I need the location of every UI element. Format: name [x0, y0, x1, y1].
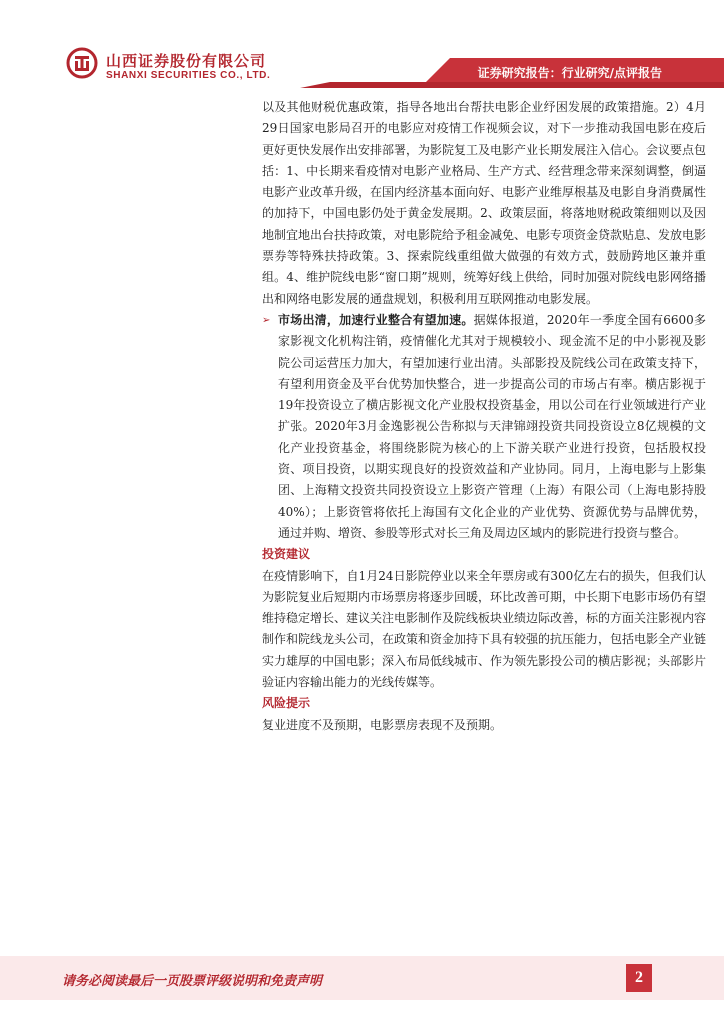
investment-advice-text: 在疫情影响下，自1月24日影院停业以来全年票房或有300亿左右的损失，但我们认为影院复业后短期内市场票房将逐步回暖，环比改善可期，中长期下电影市场仍有望维持稳定增长、建议关注电影制作及院线板块业绩边际改善，标的方面关注影视内容制作和院线龙头公司，在政策和资金加持下具有较强的抗压能力，包括电影全产业链实力雄厚的中国电影；深入布局低线城市、作为领先影投公司的横店影视；头部影片验证内容输出能力的光线传媒等。: [262, 568, 707, 690]
shanxi-securities-logo-icon: [66, 47, 98, 79]
company-name-cn: 山西证券股份有限公司: [106, 52, 267, 70]
bullet-lead: 市场出清，加速行业整合有望加速。: [278, 312, 474, 327]
risk-warning-text: 复业进度不及预期，电影票房表现不及预期。: [262, 717, 503, 732]
page-header: [0, 0, 724, 92]
risk-warning-title: 风险提示: [262, 696, 311, 711]
report-type-label: 证券研究报告：行业研究/点评报告: [477, 66, 662, 80]
page-footer: [0, 956, 724, 1000]
policy-paragraph: 以及其他财税优惠政策，指导各地出台帮扶电影企业纾困发展的政策措施。2）4月29日国家电影局召开的电影应对疫情工作视频会议，对下一步推动我国电影在疫后更好更快发展作出安排部署，为影院复工及电影产业长期发展注入信心。会议要点包括：1、中长期来看疫情对电影产业格局、生产方式、经营理念带来深刻调整，倒逼电影产业改革升级，在国内经济基本面向好、电影产业维厚根基及电影自身消费属性的加持下，中国电影仍处于黄金发展期。2、政策层面，将落地财税政策细则以及因地制宜地出台扶持政策，对电影院给予租金减免、电影专项资金贷款贴息、发放电影票券等特殊扶持政策。3、探索院线重组做大做强的有效方式，鼓励跨地区兼并重组。4、维护院线电影“窗口期”规则，统筹好线上供给，同时加强对院线电影网络播出和网络电影发展的通盘规划，积极利用互联网推动电影发展。: [262, 100, 707, 306]
investment-advice-title: 投资建议: [262, 547, 311, 562]
page-number: 2: [626, 964, 652, 992]
market-bullet: [262, 310, 706, 544]
report-body: [262, 97, 706, 736]
company-name-en: SHANXI SECURITIES CO., LTD.: [106, 70, 271, 81]
arrow-bullet-icon: ➢: [262, 314, 271, 326]
disclaimer-text: 请务必阅读最后一页股票评级说明和免责声明: [62, 974, 323, 989]
market-bullet-text: [278, 310, 706, 544]
bullet-body: 据媒体报道，2020年一季度全国有6600多家影视文化机构注销，疫情催化尤其对于规模较小、现金流不足的中小影视及影院公司运营压力加大，有望加速行业出清。头部影投及院线公司在政策支持下，有望利用资金及平台优势加快整合，进一步提高公司的市场占有率。横店影视于19年投资设立了横店影视文化产业股权投资基金，用以公司在行业领域进行产业扩张。2020年3月金逸影视公告称拟与天津锦翊投资共同投资设立8亿规模的文化产业投资基金，将围绕影院为核心的上下游关联产业进行投资，包括股权投资、项目投资，以期实现良好的投资效益和产业协同。同月，上海电影与上影集团、上海精文投资共同投资设立上影资产管理（上海）有限公司（上海电影持股40%）；上影资管将依托上海国有文化企业的产业优势、资源优势与品牌优势，通过并购、增资、参股等形式对长三角及周边区域内的影院进行投资与整合。: [278, 312, 706, 540]
